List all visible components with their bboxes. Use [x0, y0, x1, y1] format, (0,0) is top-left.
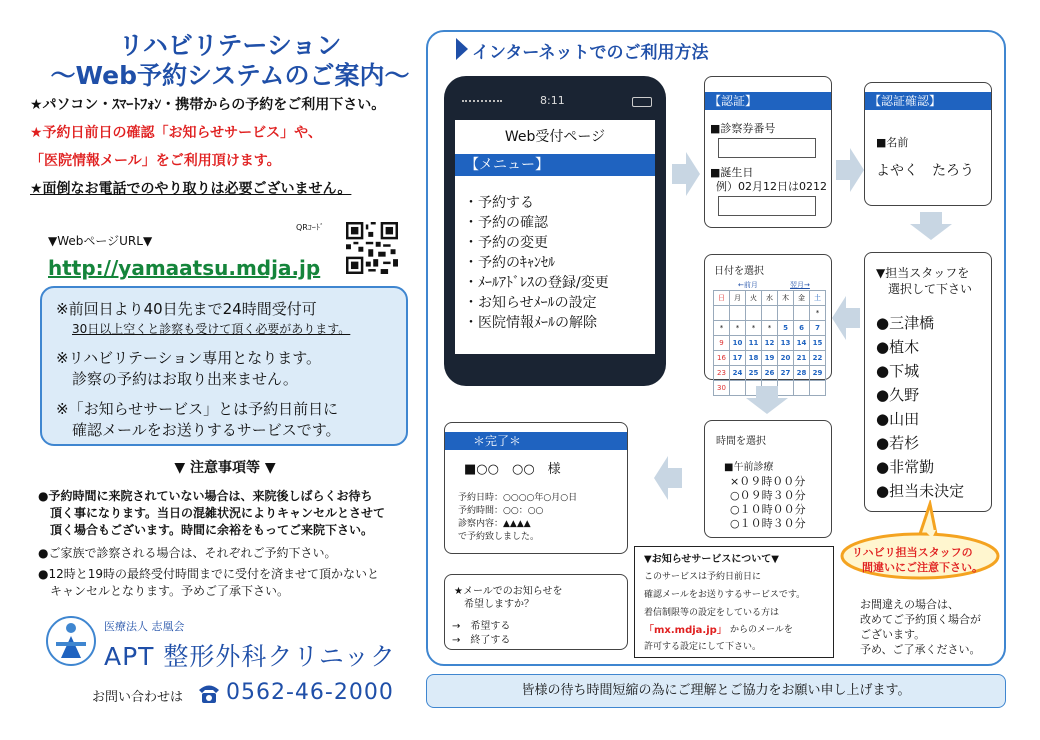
patient-name: よやく たろう — [876, 163, 974, 179]
calendar-day — [714, 306, 730, 321]
calendar-day[interactable]: 22 — [810, 351, 826, 366]
flow-arrow-left-icon — [832, 296, 860, 340]
website-url-link[interactable]: http://yamaatsu.mdja.jp — [48, 256, 321, 280]
time-slot: ×０９時００分 — [730, 475, 806, 488]
phone-menu-item[interactable]: ・お知らせﾒｰﾙの設定 — [464, 295, 597, 311]
calendar-day: 9 — [714, 336, 730, 351]
qr-code-icon — [346, 222, 398, 274]
calendar-day: * — [810, 306, 826, 321]
flow-arrow-right-icon — [672, 152, 700, 196]
note-line: 頂く場合もございます。時間に余裕をもってご来院下さい。 — [50, 523, 374, 537]
qr-label: QRｺｰﾄﾞ — [296, 223, 324, 232]
notice-line: 確認メールをお送りするサービスです。 — [644, 590, 806, 600]
intro-line: 「医院情報メール」をご利用頂けます。 — [30, 153, 281, 169]
calendar-day[interactable]: 26 — [762, 366, 778, 381]
completion-name: ■○○ ○○ 様 — [464, 462, 561, 477]
calendar-day: * — [762, 321, 778, 336]
name-label: ■名前 — [876, 136, 909, 149]
intro-line: ★パソコン・ｽﾏｰﾄﾌｫﾝ・携帯からの予約をご利用下さい。 — [30, 97, 386, 113]
phone-page-title: Web受付ページ — [504, 129, 606, 145]
phone-menu-item[interactable]: ・予約の確認 — [464, 215, 548, 231]
calendar-title: 日付を選択 — [714, 266, 764, 277]
calendar-day — [794, 381, 810, 396]
completion-line: で予約致しました。 — [458, 532, 540, 542]
completion-header: ＊完了＊ — [445, 432, 627, 450]
calendar-day[interactable]: 21 — [794, 351, 810, 366]
apology-line: お間違えの場合は、 — [860, 598, 959, 611]
status-time: 8:11 — [540, 94, 565, 107]
intro-line: ★面倒なお電話でのやり取りは必要ございません。 — [30, 181, 352, 197]
callout-text: リハビリ担当スタッフの — [852, 546, 973, 559]
apology-line: ございます。 — [860, 628, 926, 641]
time-slot[interactable]: ○０９時３０分 — [730, 489, 806, 502]
footer-banner: 皆様の待ち時間短縮の為にご理解とご協力をお願い申し上げます。 — [426, 674, 1006, 708]
calendar-day: 30 — [714, 381, 730, 396]
flow-arrow-down-icon — [746, 386, 788, 414]
phone-icon — [196, 681, 222, 705]
calendar-day: * — [746, 321, 762, 336]
calendar-day[interactable]: 29 — [810, 366, 826, 381]
calendar-day — [762, 306, 778, 321]
time-title: 時間を選択 — [716, 436, 766, 447]
calendar-grid — [713, 290, 826, 396]
calendar-day — [746, 306, 762, 321]
battery-icon — [632, 97, 652, 107]
time-slot[interactable]: ○１０時００分 — [730, 503, 806, 516]
weekday-label: 木 — [778, 291, 794, 306]
intro-line: ★予約日前日の確認「お知らせサービス」や、 — [30, 125, 322, 141]
time-slot[interactable]: ○１０時３０分 — [730, 517, 806, 530]
calendar-day — [794, 306, 810, 321]
calendar-day[interactable]: 28 — [794, 366, 810, 381]
phone-menu-item[interactable]: ・ﾒｰﾙｱﾄﾞﾚｽの登録/変更 — [464, 275, 609, 291]
weekday-label: 日 — [714, 291, 730, 306]
notice-line: からのメールを — [730, 625, 793, 635]
usage-title: インターネットでのご利用方法 — [472, 43, 709, 63]
calendar-day[interactable]: 24 — [730, 366, 746, 381]
birthday-input[interactable] — [718, 196, 816, 216]
calendar-day[interactable]: 13 — [778, 336, 794, 351]
session-label: ■午前診療 — [724, 462, 774, 473]
mail-question: ★メールでのお知らせを — [454, 586, 563, 597]
auth-field-hint: 例）02月12日は0212 — [716, 180, 827, 193]
phone-menu-item[interactable]: ・予約のｷｬﾝｾﾙ — [464, 255, 555, 271]
calendar-day[interactable]: 18 — [746, 351, 762, 366]
staff-option[interactable]: ●若杉 — [876, 434, 920, 452]
calendar-day — [730, 306, 746, 321]
notice-line: 着信制限等の設定をしている方は — [644, 608, 780, 618]
calendar-day: 23 — [714, 366, 730, 381]
calendar-day[interactable]: 19 — [762, 351, 778, 366]
info-line: 30日以上空くと診察も受けて頂く必要があります。 — [72, 322, 351, 336]
organization-name: 医療法人 志凰会 — [104, 620, 185, 633]
note-line: 頂く事になります。当日の混雑状況によりキャンセルとさせて — [50, 506, 386, 520]
phone-menu-item[interactable]: ・予約の変更 — [464, 235, 548, 251]
calendar-day[interactable]: 11 — [746, 336, 762, 351]
phone-menu-header: 【メニュー】 — [455, 154, 655, 176]
staff-header: ▼担当スタッフを — [876, 266, 970, 280]
callout-text: 間違いにご注意下さい。 — [862, 561, 983, 574]
calendar-day[interactable]: 15 — [810, 336, 826, 351]
calendar-weekday-row — [714, 291, 826, 306]
completion-line: 予約日時：○○○○年○月○日 — [458, 493, 578, 503]
calendar-day: * — [730, 321, 746, 336]
phone-number[interactable]: 0562-46-2000 — [226, 680, 394, 705]
notice-line: このサービスは予約日前日に — [644, 572, 762, 582]
calendar-day: * — [714, 321, 730, 336]
info-line: 確認メールをお送りするサービスです。 — [72, 421, 341, 439]
weekday-label: 月 — [730, 291, 746, 306]
notice-line: 許可する設定にして下さい。 — [644, 642, 762, 652]
staff-option[interactable]: ●植木 — [876, 338, 920, 356]
title-line-1: リハビリテーション — [118, 31, 342, 60]
contact-label: お問い合わせは — [92, 690, 184, 705]
flow-arrow-left-icon — [654, 456, 682, 500]
calendar-day[interactable]: 6 — [794, 321, 810, 336]
notice-domain: 「mx.mdja.jp」 — [644, 625, 727, 636]
note-line: ●12時と19時の最終受付時間までに受付を済ませて頂かないと — [38, 567, 380, 581]
flow-arrow-down-icon — [910, 212, 952, 240]
mail-question: 希望しますか？ — [464, 599, 534, 610]
staff-option[interactable]: ●非常勤 — [876, 458, 935, 476]
calendar-day[interactable]: 27 — [778, 366, 794, 381]
weekday-label: 水 — [762, 291, 778, 306]
calendar-day — [810, 381, 826, 396]
note-line: キャンセルとなります。予めご了承下さい。 — [50, 584, 290, 598]
notice-title: ▼お知らせサービスについて▼ — [644, 554, 779, 565]
auth-header: 【認証】 — [705, 92, 831, 110]
flow-arrow-right-icon — [836, 148, 864, 192]
mail-opt-in-link[interactable]: → 希望する — [452, 621, 511, 632]
phone-menu-item[interactable]: ・予約する — [464, 195, 534, 211]
title-line-2: 〜Web予約システムのご案内〜 — [50, 61, 410, 90]
url-label: ▼WebページURL▼ — [48, 234, 153, 248]
calendar-day[interactable]: 17 — [730, 351, 746, 366]
info-line: ※「お知らせサービス」とは予約日前日に — [56, 400, 339, 418]
calendar-day: 16 — [714, 351, 730, 366]
completion-line: 予約時間：○○：○○ — [458, 506, 544, 516]
weekday-label: 土 — [810, 291, 826, 306]
clinic-logo-icon — [44, 612, 98, 670]
phone-menu-item[interactable]: ・医院情報ﾒｰﾙの解除 — [464, 315, 597, 331]
next-month-link[interactable]: 翌月→ — [790, 281, 810, 289]
calendar-day — [778, 306, 794, 321]
staff-option[interactable]: ●三津橋 — [876, 314, 935, 332]
auth-confirm-header: 【認証確認】 — [865, 92, 991, 110]
info-line: 診察の予約はお取り出来ません。 — [72, 370, 298, 388]
notes-header: ▼ 注意事項等 ▼ — [174, 460, 276, 476]
card-number-input[interactable] — [718, 138, 816, 158]
auth-field-label: ■診察券番号 — [710, 122, 776, 135]
auth-field-label: ■誕生日 — [710, 166, 754, 179]
weekday-label: 火 — [746, 291, 762, 306]
info-line: ※リハビリテーション専用となります。 — [56, 349, 322, 367]
completion-line: 診察内容：▲▲▲▲ — [458, 519, 531, 529]
note-line: ●予約時間に来院されていない場合は、来院後しばらくお待ち — [38, 489, 373, 503]
calendar-day[interactable]: 10 — [730, 336, 746, 351]
info-line: ※前回日より40日先まで24時間受付可 — [56, 300, 317, 318]
weekday-label: 金 — [794, 291, 810, 306]
signal-icon — [462, 100, 502, 106]
staff-option[interactable]: ●山田 — [876, 410, 920, 428]
calendar-day — [730, 381, 746, 396]
calendar-day[interactable]: 12 — [762, 336, 778, 351]
calendar-day[interactable]: 7 — [810, 321, 826, 336]
apology-line: 予め、ご了承ください。 — [860, 643, 981, 656]
calendar-day[interactable]: 5 — [778, 321, 794, 336]
section-arrow-icon — [456, 38, 468, 60]
calendar-day[interactable]: 14 — [794, 336, 810, 351]
staff-option[interactable]: ●久野 — [876, 386, 920, 404]
mail-finish-link[interactable]: → 終了する — [452, 635, 511, 646]
prev-month-link[interactable]: ←前月 — [738, 281, 758, 289]
apology-line: 改めてご予約頂く場合が — [860, 613, 981, 626]
calendar-day[interactable]: 20 — [778, 351, 794, 366]
note-line: ●ご家族で診察される場合は、それぞれご予約下さい。 — [38, 546, 337, 560]
calendar-day[interactable]: 25 — [746, 366, 762, 381]
staff-option[interactable]: ●担当未決定 — [876, 482, 965, 500]
clinic-name: APT 整形外科クリニック — [104, 642, 396, 671]
staff-option[interactable]: ●下城 — [876, 362, 920, 380]
staff-header: 選択して下さい — [888, 282, 973, 296]
